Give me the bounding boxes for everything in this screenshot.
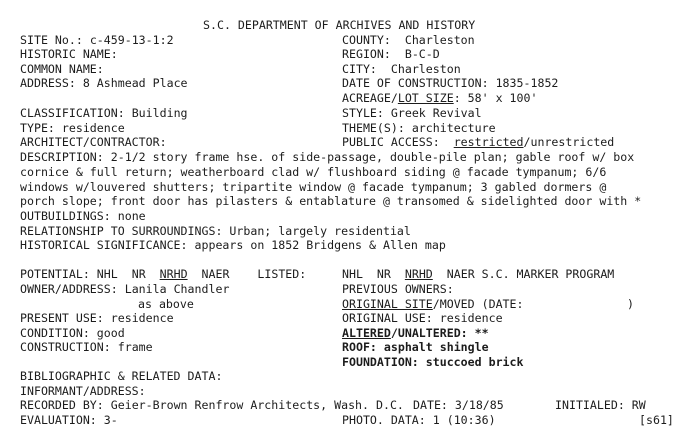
relationship-label: RELATIONSHIP TO SURROUNDINGS: [20, 224, 223, 238]
evaluation-row [20, 413, 118, 427]
roof-row [342, 340, 489, 354]
region-label: REGION: [342, 47, 391, 61]
site-no-row [20, 33, 174, 47]
significance-row [20, 238, 446, 252]
acreage-label: ACREAGE/ [342, 91, 398, 105]
outbuildings-label: OUTBUILDINGS: [20, 209, 111, 223]
altered-row [342, 326, 489, 340]
photo-row [342, 413, 496, 427]
roof-label: ROOF: [342, 340, 377, 354]
present-use-value: residence [110, 311, 174, 325]
description-text-1: 2-1/2 story frame hse. of side-passage, double-pile plan; gable roof w/ box [110, 150, 635, 164]
condition-value: good [96, 326, 125, 340]
previous-owners-label: PREVIOUS OWNERS: [342, 282, 454, 296]
listed-naer: NAER [446, 267, 475, 281]
type-value: residence [61, 121, 125, 135]
significance-label: HISTORICAL SIGNIFICANCE: [20, 238, 188, 252]
relationship-row [20, 224, 411, 238]
type-label: TYPE: [20, 121, 55, 135]
style-row [342, 106, 482, 120]
style-value: Greek Revival [390, 106, 482, 120]
address-value: 8 Ashmead Place [82, 76, 188, 90]
classification-label: CLASSIFICATION: [20, 106, 125, 120]
moved-close: ) [627, 297, 634, 311]
altered: ALTERED [342, 326, 391, 340]
county-row [342, 33, 475, 47]
informant-label: INFORMANT/ADDRESS: [20, 384, 146, 398]
description-label: DESCRIPTION: [20, 150, 104, 164]
city-value: Charleston [390, 62, 461, 76]
description-line-4: porch slope; front door has pilasters & entablature @ transomed & sidelighted door with * [20, 194, 642, 208]
region-row [342, 47, 440, 61]
historic-name-label: HISTORIC NAME: [20, 47, 118, 61]
original-use-value: residence [439, 311, 503, 325]
card-title: S.C. DEPARTMENT OF ARCHIVES AND HISTORY [203, 18, 476, 32]
listed-nhl: NHL [342, 267, 363, 281]
photo-label: PHOTO. DATA: [342, 413, 426, 427]
listed-row [342, 267, 614, 281]
roof-value: asphalt shingle [383, 340, 489, 354]
construction-label: CONSTRUCTION: [20, 340, 111, 354]
city-label: CITY: [342, 62, 377, 76]
date-construction-row [342, 76, 558, 90]
potential-label: POTENTIAL: [20, 267, 90, 281]
potential-nr: NR [131, 267, 146, 281]
present-use-label: PRESENT USE: [20, 311, 104, 325]
city-row [342, 62, 461, 76]
evaluation-label: EVALUATION: [20, 413, 97, 427]
site-no-value: c-459-13-1:2 [89, 33, 174, 47]
owner-row [20, 282, 229, 296]
foundation-value: stuccoed brick [425, 355, 524, 369]
relationship-value: Urban; largely residential [229, 224, 411, 238]
initialed-value: RW [631, 398, 646, 412]
recorded-row [20, 398, 404, 412]
listed-label: LISTED: [257, 267, 307, 281]
condition-label: CONDITION: [20, 326, 90, 340]
public-access-row [342, 135, 614, 149]
description-line-2: cornice & full return; weatherboard clad w/ flushboard siding @ facade tympanum; 6/6 [20, 165, 607, 179]
address-row [20, 76, 188, 90]
bibliographic-label: BIBLIOGRAPHIC & RELATED DATA: [20, 369, 223, 383]
moved-label: /MOVED (DATE: [432, 297, 524, 311]
recorded-label: RECORDED BY: [20, 398, 104, 412]
region-value: B-C-D [404, 47, 440, 61]
listed-nr: NR [376, 267, 391, 281]
foundation-row [342, 355, 524, 369]
public-access-rest: /unrestricted [523, 135, 615, 149]
potential-nrhd: NRHD [159, 267, 188, 281]
recorded-date-row [413, 398, 504, 412]
photo-value: 1 (10:36) [432, 413, 496, 427]
type-row [20, 121, 125, 135]
themes-row [342, 121, 496, 135]
site-no-label: SITE No.: [20, 33, 83, 47]
recorded-date-label: DATE: [413, 398, 448, 412]
recorded-date: 3/18/85 [454, 398, 504, 412]
acreage-row [342, 91, 537, 105]
address-label: ADDRESS: [20, 76, 76, 90]
outbuildings-value: none [117, 209, 146, 223]
construction-value: frame [117, 340, 153, 354]
county-value: Charleston [404, 33, 475, 47]
themes-label: THEME(S): [342, 121, 405, 135]
foundation-label: FOUNDATION: [342, 355, 419, 369]
unaltered: /UNALTERED: [390, 326, 468, 340]
public-access-label: PUBLIC ACCESS: [342, 135, 440, 149]
architect-label: ARCHITECT/CONTRACTOR: [20, 135, 167, 149]
outbuildings-row [20, 209, 146, 223]
classification-row [20, 106, 188, 120]
potential-row [20, 267, 306, 281]
owner-address: as above [138, 297, 194, 311]
potential-naer: NAER [201, 267, 230, 281]
sheet-code: [s61] [639, 413, 674, 427]
original-use-label: ORIGINAL USE: [342, 311, 433, 325]
evaluation-value: 3- [103, 413, 118, 427]
date-construction-label: DATE OF CONSTRUCTION: [342, 76, 489, 90]
lot-size-value: : 58' x 100' [453, 91, 538, 105]
altered-mark: ** [474, 326, 489, 340]
construction-row [20, 340, 153, 354]
significance-value: appears on 1852 Bridgens & Allen map [194, 238, 446, 252]
description-line-1 [20, 150, 634, 164]
marker-program: S.C. MARKER PROGRAM [481, 267, 615, 281]
original-site: ORIGINAL SITE [342, 297, 433, 311]
county-label: COUNTY: [342, 33, 391, 47]
present-use-row [20, 311, 174, 325]
original-site-row [342, 297, 524, 311]
recorded-value: Geier-Brown Renfrow Architects, Wash. D.C. [110, 398, 404, 412]
initialed-label: INITIALED: [555, 398, 625, 412]
classification-value: Building [131, 106, 188, 120]
date-construction-value: 1835-1852 [495, 76, 559, 90]
style-label: STYLE: [342, 106, 384, 120]
owner-label: OWNER/ADDRESS: [20, 282, 118, 296]
listed-nrhd: NRHD [404, 267, 433, 281]
condition-row [20, 326, 125, 340]
potential-nhl: NHL [96, 267, 118, 281]
public-access-restricted: restricted [453, 135, 524, 149]
lot-size-label: LOT SIZE [397, 91, 454, 105]
themes-value: architecture [411, 121, 496, 135]
initialed-row [555, 398, 646, 412]
common-name-label: COMMON NAME: [20, 62, 104, 76]
description-line-3: windows w/louvered shutters; tripartite window @ facade tympanum; 3 gabled dormers @ [20, 180, 607, 194]
owner-name: Lanila Chandler [124, 282, 230, 296]
original-use-row [342, 311, 503, 325]
